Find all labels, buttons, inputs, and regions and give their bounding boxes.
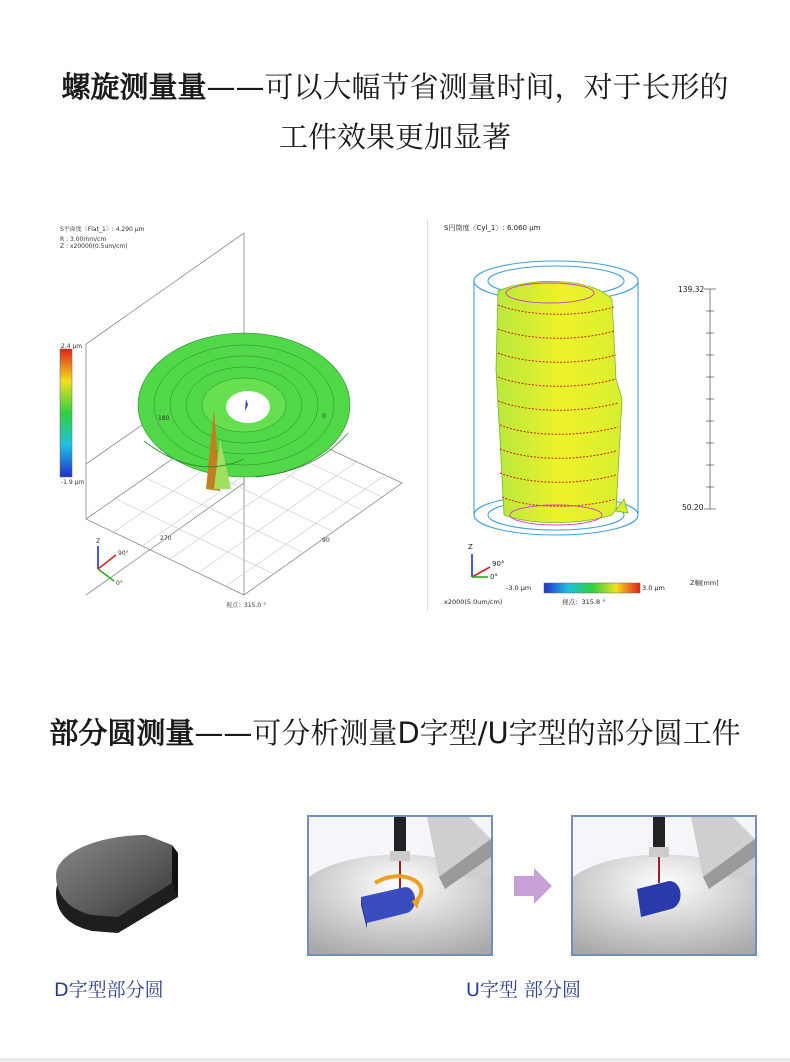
u-shape-result-illustration xyxy=(573,817,755,954)
bottom-divider xyxy=(0,1058,790,1062)
u-shape-caption: U字型 部分圆 xyxy=(466,979,581,1001)
z-axis-label: Z軸[mm] xyxy=(690,579,719,587)
u-shape-measuring-photo xyxy=(307,815,493,956)
right-triad-z: Z xyxy=(468,543,473,551)
z-ruler xyxy=(704,289,716,509)
left-viewpoint: 视点：315.0 ° xyxy=(226,602,267,609)
left-figure-radius: R : 3.00mm/cm xyxy=(60,236,107,243)
spiral-flatness-plot xyxy=(56,219,428,611)
next-step-arrow-icon xyxy=(512,866,554,906)
z-top-value: 139.32 xyxy=(678,285,705,294)
left-figure-zscale: Z : x20000(0.5um/cm) xyxy=(60,243,128,250)
left-axis-270: 270 xyxy=(160,535,172,542)
z-bottom-value: 50.20 xyxy=(682,503,704,512)
spiral-flatness-figure xyxy=(56,219,428,611)
section2-title-rest: ——可分析测量D字型/U字型的部分圆工件 xyxy=(194,716,741,750)
left-zero-label: 0 xyxy=(322,413,326,420)
left-angle-label: 180 xyxy=(158,415,170,422)
left-triad-y: 0° xyxy=(116,580,123,587)
u-shape-measuring-illustration xyxy=(309,817,491,954)
section1-title-rest: ——可以大幅节省测量时间，对于长形的 xyxy=(206,70,729,104)
spiral-cylindricity-plot xyxy=(440,219,734,611)
left-figure-header: S平面度〈Flat_1〉: 4.290 μm xyxy=(60,226,145,233)
left-triad-z: Z xyxy=(96,538,101,545)
right-viewpoint: 视点：315.8 ° xyxy=(562,598,606,606)
section1-title-line2: 工件效果更加显著 xyxy=(278,120,511,154)
right-scale-max: 3.0 μm xyxy=(642,584,665,592)
left-scale-top: 2.4 μm xyxy=(61,343,83,350)
left-axis-90: 90 xyxy=(322,537,330,544)
spiral-cylindricity-figure xyxy=(440,219,734,611)
right-color-scale xyxy=(544,583,640,593)
d-shape-caption: D字型部分圆 xyxy=(54,979,164,1001)
right-scale-min: -3.0 μm xyxy=(506,584,532,592)
measured-surface xyxy=(496,281,628,522)
axis-triad-right xyxy=(472,554,490,577)
section1-title-bold: 螺旋测量量 xyxy=(61,70,207,104)
left-triad-x: 90° xyxy=(118,550,129,557)
right-triad-x: 90° xyxy=(492,560,505,568)
section1-title xyxy=(0,66,790,108)
section2-title xyxy=(0,712,790,754)
u-shape-result-photo xyxy=(571,815,757,956)
right-magnification: x2000(5.0um/cm) xyxy=(444,598,503,606)
section2-title-bold: 部分圆测量 xyxy=(49,716,195,750)
right-triad-y: 0° xyxy=(490,573,498,581)
left-scale-bottom: -1.9 μm xyxy=(61,479,85,486)
left-color-scale xyxy=(60,349,72,477)
right-figure-header: S円筒度〈Cyl_1〉: 6.060 μm xyxy=(444,224,541,232)
d-shape-workpiece xyxy=(48,835,183,960)
